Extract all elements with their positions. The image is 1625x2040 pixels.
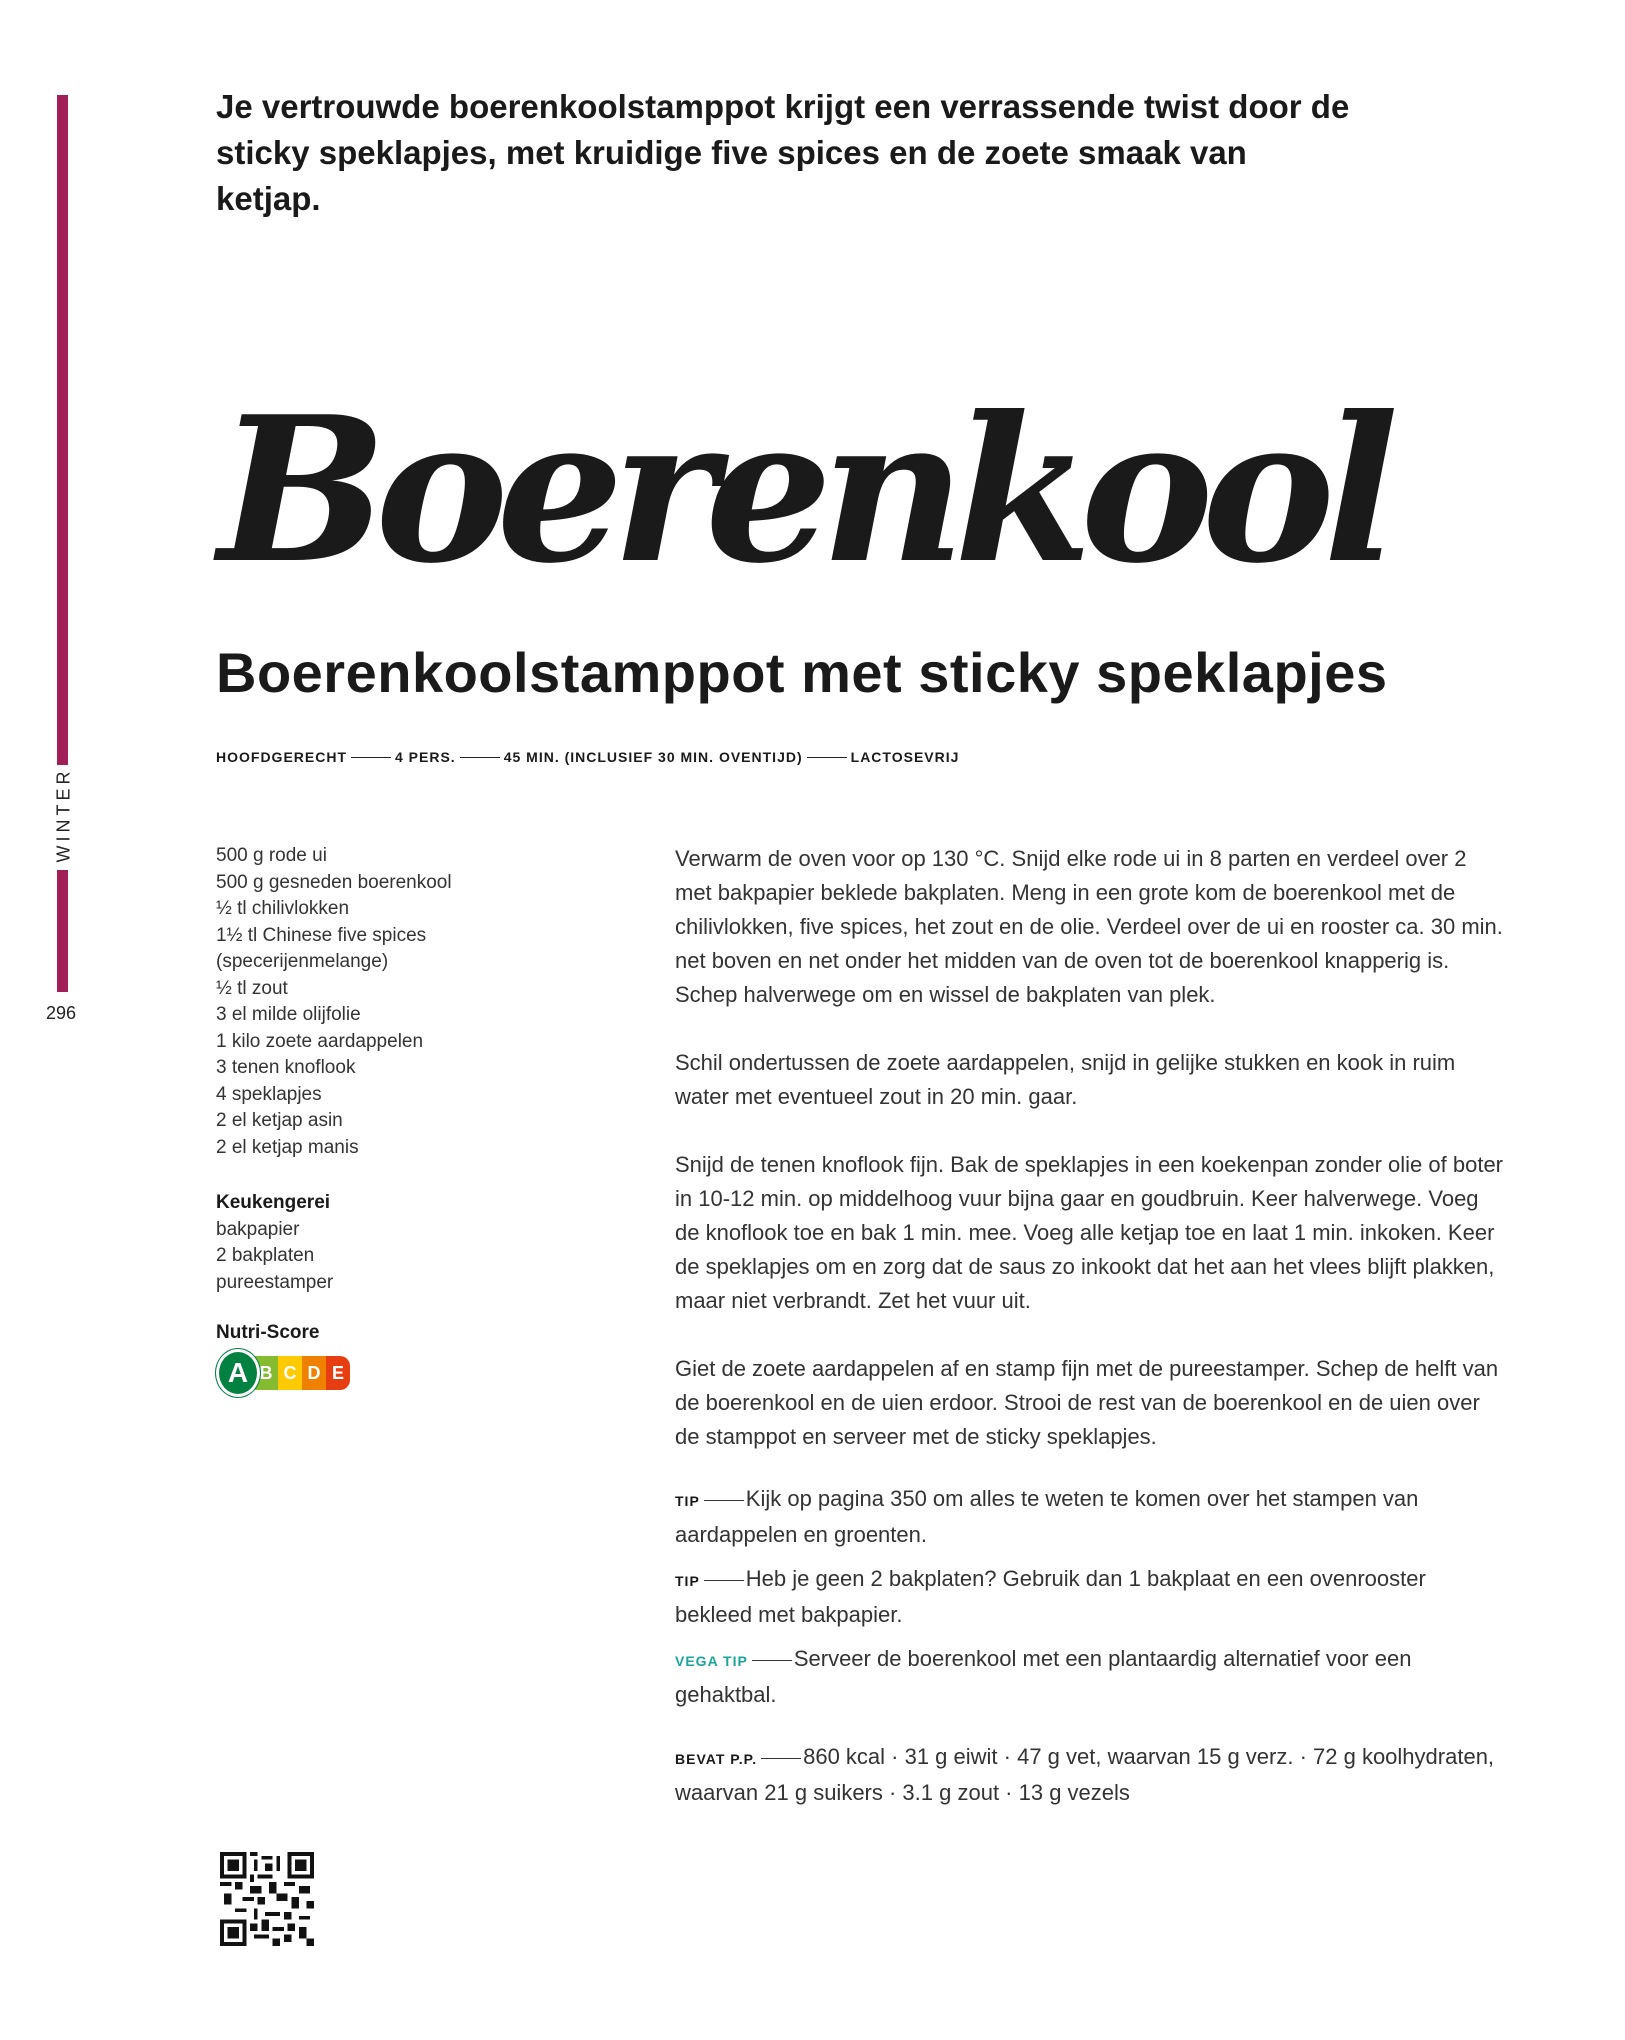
ingredient-item: (specerijenmelange) <box>216 951 389 972</box>
ingredient-item: 1½ tl Chinese five spices <box>216 924 427 946</box>
method-step: Schil ondertussen de zoete aardappelen, snijd in gelijke stukken en kook in ruim water met eventueel zout in 20 min. gaar. <box>675 1050 1456 1109</box>
ingredient-item: 500 g gesneden boerenkool <box>216 871 452 893</box>
ingredient-list <box>216 843 536 1161</box>
nutri-score <box>216 1322 350 1394</box>
ingredient-item: 3 tenen knoflook <box>216 1057 356 1078</box>
method-steps <box>675 842 1505 1488</box>
tool-item: bakpapier <box>216 1218 300 1240</box>
nutrition-text: 860 kcal · 31 g eiwit · 47 g vet, waarvan 15 g verz. · 72 g koolhydraten, waarvan 21 g suikers · 3.1 g zout · 13 g vezels <box>675 1744 1495 1805</box>
qr-code[interactable] <box>220 1852 314 1946</box>
intro-text: Je vertrouwde boerenkoolstamppot krijgt een verrassende twist door de sticky speklapjes, met kruidige five spices en de zoete smaak van ketjap. <box>216 88 1350 217</box>
tool-item: 2 bakplaten <box>216 1245 315 1266</box>
tip-dash <box>704 1580 744 1581</box>
nutri-score-d: D <box>302 1356 326 1390</box>
page-number: 296 <box>46 1003 77 1023</box>
nutri-score-e: E <box>326 1356 350 1390</box>
nutrition-label: BEVAT P.P. <box>675 1751 758 1767</box>
vega-tip-label: VEGA TIP <box>675 1653 748 1669</box>
nutri-score-a: A <box>216 1349 260 1397</box>
ingredient-item: 2 el ketjap manis <box>216 1136 359 1158</box>
tip-dash <box>752 1660 792 1661</box>
ingredient-item: 2 el ketjap asin <box>216 1110 343 1131</box>
tools-heading: Keukengerei <box>216 1192 331 1213</box>
side-accent-bar-top <box>57 95 68 765</box>
tips <box>675 1482 1505 1722</box>
meta-separator <box>351 757 391 758</box>
meta-time: 45 MIN. (INCLUSIEF 30 MIN. OVENTIJD) <box>503 749 803 765</box>
tip <box>675 1562 1505 1632</box>
nutri-score-badge <box>216 1352 350 1394</box>
recipe-meta <box>216 749 959 765</box>
ingredient-item: 1 kilo zoete aardappelen <box>216 1030 424 1052</box>
meta-course: HOOFDGERECHT <box>216 749 347 765</box>
script-title-logo <box>214 330 1388 630</box>
meta-servings: 4 PERS. <box>395 749 456 765</box>
kitchen-tools <box>216 1190 333 1296</box>
script-title-text: Boerenkool <box>218 373 1388 608</box>
tip-text: Kijk op pagina 350 om alles te weten te komen over het stampen van aardappelen en groenten. <box>675 1486 1419 1547</box>
method-step: Giet de zoete aardappelen af en stamp fijn met de pureestamper. Schep de helft van de boerenkool en de uien erdoor. Strooi de rest van de boerenkool en de uien over de stamppot en serveer met de sticky speklapjes. <box>675 1356 1499 1449</box>
ingredient-item: 500 g rode ui <box>216 845 327 866</box>
meta-separator <box>460 757 500 758</box>
tip-label: TIP <box>675 1573 700 1589</box>
vega-tip <box>675 1642 1505 1712</box>
ingredient-item: ½ tl chilivlokken <box>216 898 350 919</box>
ingredient-item: 3 el milde olijfolie <box>216 1004 361 1025</box>
tip-dash <box>704 1500 744 1501</box>
tool-item: pureestamper <box>216 1271 334 1293</box>
section-label: WINTER <box>53 767 74 863</box>
nutri-score-b: B <box>254 1356 278 1390</box>
nutrition-info <box>675 1740 1505 1810</box>
method-step: Snijd de tenen knoflook fijn. Bak de speklapjes in een koekenpan zonder olie of boter in 10-12 min. op middelhoog vuur bijna gaar en goudbruin. Keer halverwege. Voeg de knoflook toe en bak 1 min. mee. Voeg alle ketjap toe en laat 1 min. inkoken. Keer de speklapjes om en zorg dat de saus zo inkookt dat het aan het vlees blijft plakken, maar niet verbrandt. Zet het vuur uit. <box>675 1152 1504 1313</box>
tip-text: Serveer de boerenkool met een plantaardig alternatief voor een gehaktbal. <box>675 1646 1412 1707</box>
side-accent-bar-bottom <box>57 870 68 992</box>
nutrition-dash <box>761 1758 801 1759</box>
tip-label: TIP <box>675 1493 700 1509</box>
method-step: Verwarm de oven voor op 130 °C. Snijd elke rode ui in 8 parten en verdeel over 2 met bakpapier beklede bakplaten. Meng in een grote kom de boerenkool met de chilivlokken, five spices, het zout en de olie. Verdeel over de ui en rooster ca. 30 min. net boven en net onder het midden van de oven tot de boerenkool knapperig is. Schep halverwege om en wissel de bakplaten van plek. <box>675 846 1503 1007</box>
nutri-score-c: C <box>278 1356 302 1390</box>
nutri-score-heading: Nutri-Score <box>216 1322 320 1343</box>
recipe-title: Boerenkoolstamppot met sticky speklapjes <box>216 641 1388 704</box>
ingredient-item: ½ tl zout <box>216 977 288 999</box>
tip-text: Heb je geen 2 bakplaten? Gebruik dan 1 bakplaat en een ovenrooster bekleed met bakpapier. <box>675 1566 1426 1627</box>
ingredient-item: 4 speklapjes <box>216 1083 322 1105</box>
meta-diet: LACTOSEVRIJ <box>850 749 960 765</box>
tip <box>675 1482 1505 1552</box>
meta-separator <box>807 757 847 758</box>
